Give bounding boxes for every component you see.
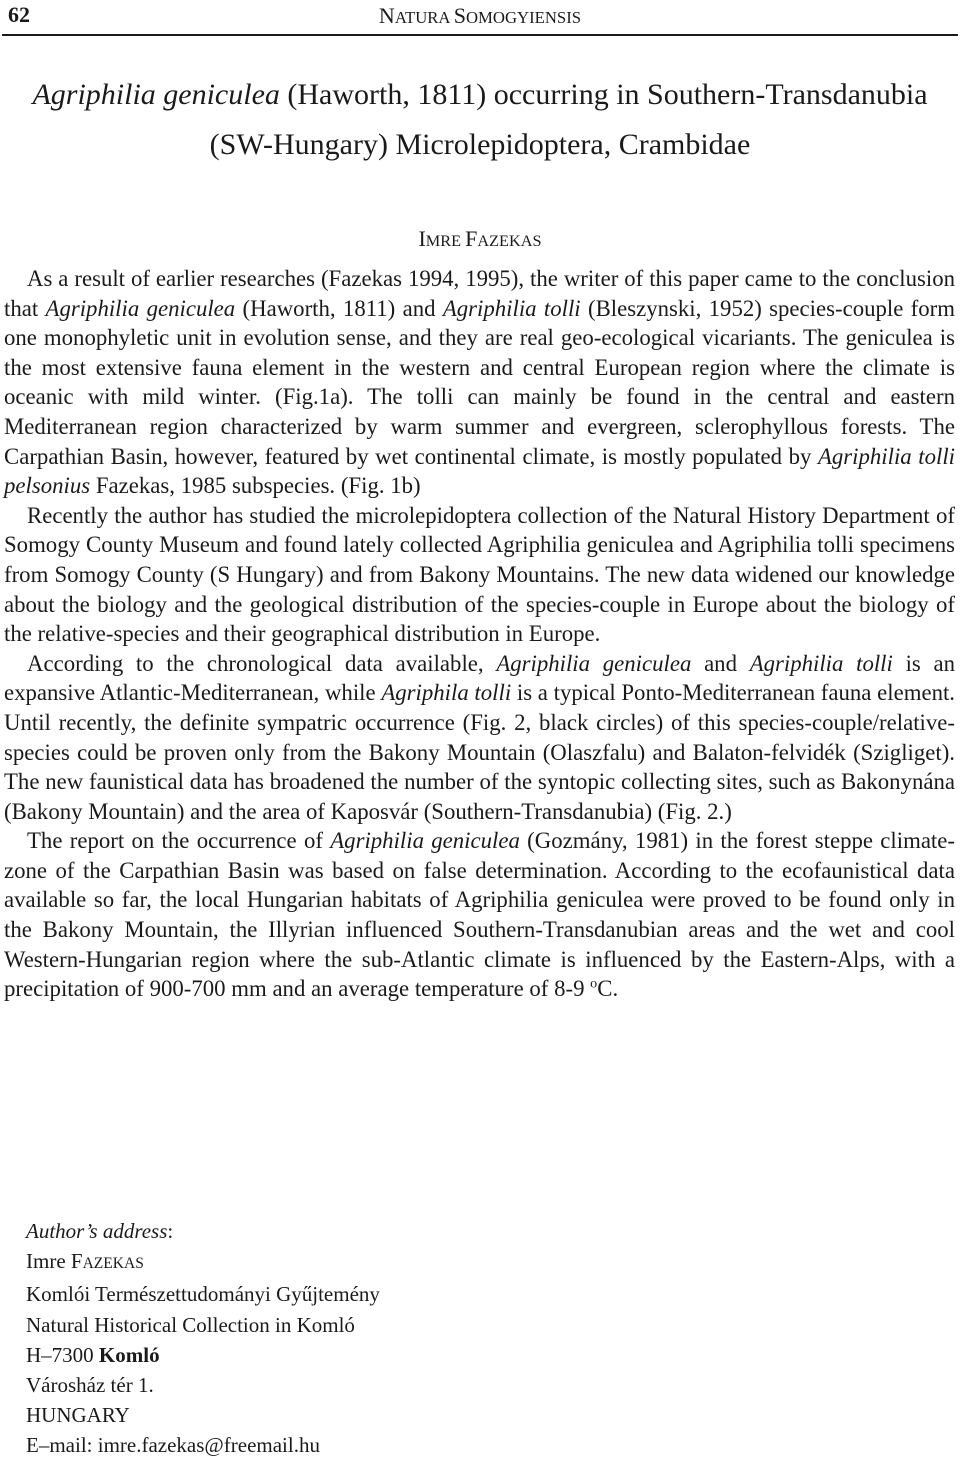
address-institution-en: Natural Historical Collection in Komló bbox=[26, 1312, 355, 1337]
paragraph-3 bbox=[4, 649, 955, 827]
address-family-initial: F bbox=[70, 1249, 83, 1274]
address-city-line bbox=[26, 1340, 380, 1370]
address-label-line bbox=[26, 1216, 380, 1246]
species-name: Agriphilia geniculea bbox=[330, 828, 520, 854]
article-title bbox=[20, 70, 940, 170]
author-address bbox=[26, 1216, 380, 1461]
species-name: Agriphilia tolli bbox=[442, 295, 581, 321]
paragraph-1-text: (Bleszynski, 1952) species-couple form one monophyletic unit in evolution sense, and they are real geo-ecological vicariants. The geniculea is the most extensive fauna element in the western and central European region where the climate is oceanic with mild winter. (Fig.1a). The tolli can mainly be found in the central and eastern Mediterranean region characterized by warm summer and evergreen, sclerophyllous forests. The Carpathian Basin, however, featured by wet continental climate, is mostly populated by bbox=[4, 295, 955, 469]
author-family-rest: AZEKAS bbox=[477, 231, 542, 250]
journal-name-initial-2: S bbox=[453, 3, 466, 28]
page-number: 62 bbox=[8, 2, 30, 27]
address-given-name: Imre bbox=[26, 1249, 71, 1274]
paragraph-4-text: C. bbox=[597, 976, 619, 1002]
paragraph-4-text: (Gozmány, 1981) in the forest steppe climate-zone of the Carpathian Basin was based on false determination. According to the ecofaunistical data available so far, the local Hungarian habitats of Agriphilia geniculea were proved to be found only in the Bakony Mountain, the Illyrian influenced Southern-Transdanubian areas and the wet and cool Western-Hungarian region where the sub-Atlantic climate is influenced by the Eastern-Alps, with a precipitation of 900-700 mm and an average temperature of 8-9 bbox=[4, 828, 955, 1002]
species-name: Agriphilia geniculea bbox=[496, 650, 692, 676]
address-family-rest: AZEKAS bbox=[82, 1255, 144, 1273]
title-species-name: Agriphilia geniculea bbox=[32, 78, 280, 111]
author-byline bbox=[0, 225, 960, 255]
species-name: Agriphilia geniculea bbox=[45, 295, 236, 321]
paragraph-1 bbox=[4, 264, 955, 501]
address-label-colon: : bbox=[167, 1219, 174, 1243]
journal-name bbox=[4, 3, 956, 31]
paragraph-3-text: According to the chronological data available, bbox=[27, 650, 497, 676]
journal-name-rest-1: ATURA bbox=[394, 8, 454, 27]
address-institution-hu: Komlói Természettudományi Gyűjtemény bbox=[26, 1282, 380, 1307]
title-rest: (Haworth, 1811) occurring in Southern-Transdanubia (SW-Hungary) Microlepidoptera, Crambidae bbox=[209, 78, 928, 161]
address-city: Komló bbox=[98, 1342, 160, 1367]
address-name-line bbox=[26, 1246, 380, 1279]
paragraph-4 bbox=[4, 826, 955, 1004]
address-email: E–mail: imre.fazekas@freemail.hu bbox=[26, 1433, 320, 1458]
paragraph-3-text: is an expansive Atlantic-Mediterranean, while bbox=[4, 650, 955, 706]
species-name: Agriphilia tolli bbox=[749, 650, 893, 676]
paragraph-3-text: is a typical Ponto-Mediterranean fauna element. Until recently, the definite sympatric occurrence (Fig. 2, black circles) of this species-couple/relative-species could be proven only from the Bakony Mountain (Olaszfalu) and Balaton-felvidék (Szigliget). The new faunistical data has broadened the number of the syntopic collecting sites, such as Bakonynána (Bakony Mountain) and the area of Kaposvár (Southern-Transdanubia) (Fig. 2.) bbox=[4, 680, 955, 824]
address-street: Városház tér 1. bbox=[26, 1373, 154, 1398]
author-given-initial: I bbox=[418, 226, 426, 251]
paragraph-4-text: The report on the occurrence of bbox=[27, 828, 331, 854]
journal-name-rest-2: OMOGYIENSIS bbox=[466, 8, 582, 27]
species-name: Agriphila tolli bbox=[381, 680, 512, 706]
journal-name-initial-1: N bbox=[378, 3, 395, 28]
address-country: HUNGARY bbox=[26, 1403, 130, 1428]
address-label: Author’s address bbox=[26, 1219, 168, 1243]
species-name: Agriphilia tolli pelsonius bbox=[4, 443, 955, 499]
paragraph-1-text: As a result of earlier researches (Fazekas 1994, 1995), the writer of this paper came to the conclusion that bbox=[4, 266, 955, 321]
paragraph-3-text: and bbox=[691, 650, 750, 676]
paragraph-2: Recently the author has studied the microlepidoptera collection of the Natural History Department of Somogy County Museum and found lately collected Agriphilia geniculea and Agriphilia tolli specimens from Somogy County (S Hungary) and from Bakony Mountains. The new data widened our knowledge about the biology and the geological distribution of the species-couple in Europe about the biology of the relative-species and their geographical distribution in Europe. bbox=[4, 502, 955, 647]
degree-superscript: o bbox=[590, 975, 598, 992]
paragraph-1-text: (Haworth, 1811) and bbox=[235, 295, 443, 321]
running-head bbox=[4, 0, 956, 34]
author-given-rest: MRE bbox=[425, 231, 466, 250]
author-family-initial: F bbox=[465, 226, 478, 251]
paragraph-1-text: Fazekas, 1985 subspecies. (Fig. 1b) bbox=[90, 473, 421, 499]
header-rule bbox=[2, 34, 958, 36]
article-body bbox=[4, 264, 955, 1004]
address-postcode: H–7300 bbox=[26, 1342, 99, 1367]
